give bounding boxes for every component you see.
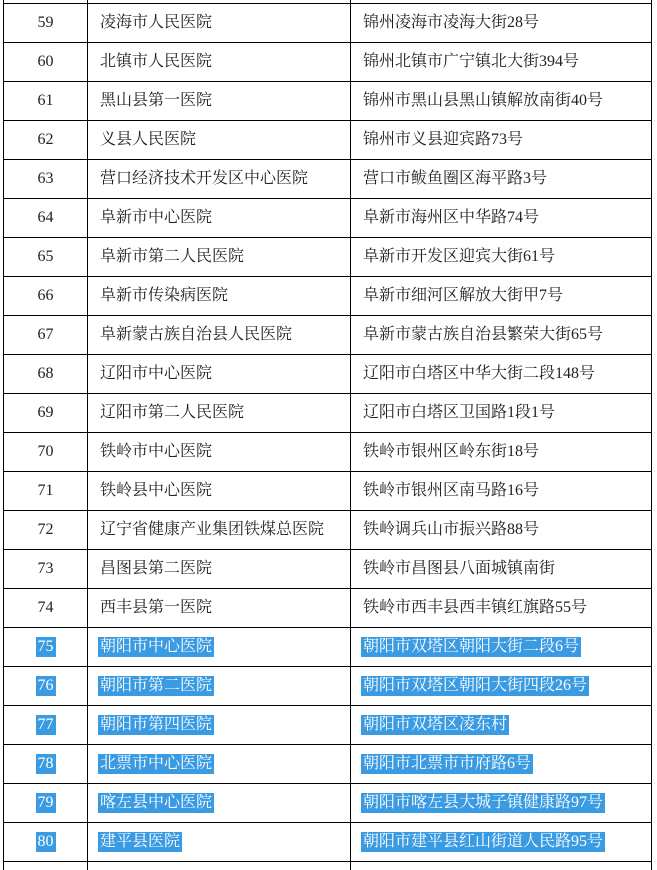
hospital-name-cell <box>88 511 351 549</box>
row-number[interactable]: 65 <box>37 248 54 265</box>
partial-number-cell <box>4 0 88 3</box>
hospital-address[interactable]: 阜新市蒙古族自治县繁荣大街65号 <box>363 326 604 343</box>
partial-address-cell <box>351 862 651 870</box>
table-row <box>4 511 651 550</box>
partial-name-cell <box>88 862 351 870</box>
row-number[interactable]: 59 <box>37 14 54 31</box>
hospital-address-cell <box>351 199 651 237</box>
hospital-name-cell <box>88 199 351 237</box>
hospital-name[interactable]: 北镇市人民医院 <box>100 53 213 70</box>
hospital-address[interactable]: 锦州北镇市广宁镇北大街394号 <box>363 53 580 70</box>
hospital-address-cell <box>351 316 651 354</box>
row-number[interactable]: 76 <box>37 677 54 694</box>
row-number[interactable]: 63 <box>37 170 54 187</box>
hospital-address-cell <box>351 745 651 783</box>
row-number[interactable]: 71 <box>37 482 54 499</box>
hospital-name[interactable]: 阜新市中心医院 <box>100 209 213 226</box>
row-number[interactable]: 79 <box>37 794 54 811</box>
row-number[interactable]: 68 <box>37 365 54 382</box>
hospital-address-cell <box>351 121 651 159</box>
hospital-name[interactable]: 阜新市第二人民医院 <box>100 248 245 265</box>
table-row <box>4 628 651 667</box>
hospital-name-cell <box>88 472 351 510</box>
row-number[interactable]: 75 <box>37 638 54 655</box>
hospital-name[interactable]: 辽阳市第二人民医院 <box>100 404 245 421</box>
hospital-address-cell <box>351 277 651 315</box>
row-number-cell <box>4 706 88 744</box>
hospital-address[interactable]: 铁岭市西丰县西丰镇红旗路55号 <box>363 599 588 616</box>
hospital-name-cell <box>88 589 351 627</box>
row-number-cell <box>4 823 88 861</box>
row-number-cell <box>4 394 88 432</box>
hospital-address[interactable]: 朝阳市喀左县大城子镇健康路97号 <box>363 794 604 811</box>
hospital-address[interactable]: 朝阳市双塔区凌东村 <box>363 716 508 733</box>
row-number-cell <box>4 316 88 354</box>
row-number[interactable]: 69 <box>37 404 54 421</box>
hospital-address-cell <box>351 394 651 432</box>
hospital-name[interactable]: 朝阳市中心医院 <box>100 638 213 655</box>
hospital-name-cell <box>88 4 351 42</box>
table-row <box>4 82 651 121</box>
table-row <box>4 238 651 277</box>
row-number-cell <box>4 472 88 510</box>
hospital-table <box>3 0 652 870</box>
row-number-cell <box>4 121 88 159</box>
row-number[interactable]: 78 <box>37 755 54 772</box>
table-row <box>4 316 651 355</box>
row-number-cell <box>4 277 88 315</box>
hospital-address-cell <box>351 628 651 666</box>
row-number[interactable]: 74 <box>37 599 54 616</box>
table-row <box>4 706 651 745</box>
hospital-address[interactable]: 锦州市黑山县黑山镇解放南街40号 <box>363 92 604 109</box>
table-row <box>4 199 651 238</box>
table-row <box>4 589 651 628</box>
hospital-name[interactable]: 北票市中心医院 <box>100 755 213 772</box>
hospital-name[interactable]: 辽宁省健康产业集团铁煤总医院 <box>100 521 325 538</box>
row-number[interactable]: 72 <box>37 521 54 538</box>
hospital-address[interactable]: 朝阳市双塔区朝阳大街四段26号 <box>363 677 588 694</box>
table-row-partial-bottom <box>4 862 651 870</box>
hospital-name[interactable]: 阜新蒙古族自治县人民医院 <box>100 326 293 343</box>
hospital-address[interactable]: 锦州凌海市凌海大街28号 <box>363 14 540 31</box>
hospital-name-cell <box>88 316 351 354</box>
hospital-address-cell <box>351 472 651 510</box>
row-number-cell <box>4 355 88 393</box>
row-number[interactable]: 77 <box>37 716 54 733</box>
hospital-name[interactable]: 义县人民医院 <box>100 131 197 148</box>
hospital-name-cell <box>88 745 351 783</box>
hospital-address-cell <box>351 433 651 471</box>
hospital-address[interactable]: 营口市鲅鱼圈区海平路3号 <box>363 170 548 187</box>
hospital-address-cell <box>351 82 651 120</box>
row-number-cell <box>4 511 88 549</box>
hospital-name-cell <box>88 121 351 159</box>
table-row <box>4 121 651 160</box>
hospital-name[interactable]: 铁岭县中心医院 <box>100 482 213 499</box>
row-number-cell <box>4 589 88 627</box>
row-number[interactable]: 60 <box>37 53 54 70</box>
row-number-cell <box>4 199 88 237</box>
row-number[interactable]: 70 <box>37 443 54 460</box>
hospital-name[interactable]: 铁岭市中心医院 <box>100 443 213 460</box>
hospital-name-cell <box>88 706 351 744</box>
hospital-name[interactable]: 建平县医院 <box>100 833 181 850</box>
hospital-name-cell <box>88 355 351 393</box>
hospital-name[interactable]: 昌图县第二医院 <box>100 560 213 577</box>
hospital-address[interactable]: 铁岭市昌图县八面城镇南街 <box>363 560 556 577</box>
hospital-address-cell <box>351 706 651 744</box>
row-number-cell <box>4 238 88 276</box>
hospital-address[interactable]: 辽阳市白塔区中华大街二段148号 <box>363 365 596 382</box>
row-number-cell <box>4 784 88 822</box>
hospital-address-cell <box>351 589 651 627</box>
hospital-name[interactable]: 朝阳市第四医院 <box>100 716 213 733</box>
row-number-cell <box>4 160 88 198</box>
hospital-address-cell <box>351 4 651 42</box>
row-number[interactable]: 66 <box>37 287 54 304</box>
row-number[interactable]: 73 <box>37 560 54 577</box>
hospital-name[interactable]: 营口经济技术开发区中心医院 <box>100 170 309 187</box>
table-row <box>4 160 651 199</box>
row-number[interactable]: 62 <box>37 131 54 148</box>
hospital-name-cell <box>88 550 351 588</box>
table-row <box>4 394 651 433</box>
hospital-address-cell <box>351 511 651 549</box>
hospital-address[interactable]: 辽阳市白塔区卫国路1段1号 <box>363 404 556 421</box>
partial-address-cell <box>351 0 651 3</box>
hospital-name[interactable]: 西丰县第一医院 <box>100 599 213 616</box>
table-row <box>4 277 651 316</box>
hospital-address[interactable]: 阜新市细河区解放大街甲7号 <box>363 287 564 304</box>
hospital-address-cell <box>351 43 651 81</box>
hospital-address[interactable]: 阜新市海州区中华路74号 <box>363 209 540 226</box>
row-number-cell <box>4 745 88 783</box>
hospital-address-cell <box>351 823 651 861</box>
hospital-address[interactable]: 朝阳市北票市市府路6号 <box>363 755 532 772</box>
table-row <box>4 823 651 862</box>
table-row <box>4 433 651 472</box>
hospital-name[interactable]: 辽阳市中心医院 <box>100 365 213 382</box>
table-row <box>4 472 651 511</box>
table-row <box>4 43 651 82</box>
hospital-address[interactable]: 朝阳市双塔区朝阳大街二段6号 <box>363 638 580 655</box>
hospital-address[interactable]: 铁岭市银州区岭东街18号 <box>363 443 540 460</box>
hospital-name-cell <box>88 43 351 81</box>
row-number-cell <box>4 4 88 42</box>
hospital-name[interactable]: 阜新市传染病医院 <box>100 287 229 304</box>
table-row <box>4 550 651 589</box>
hospital-address-cell <box>351 667 651 705</box>
row-number-cell <box>4 550 88 588</box>
row-number-cell <box>4 667 88 705</box>
hospital-address[interactable]: 铁岭市银州区南马路16号 <box>363 482 540 499</box>
hospital-name[interactable]: 黑山县第一医院 <box>100 92 213 109</box>
table-row <box>4 745 651 784</box>
hospital-address-cell <box>351 550 651 588</box>
partial-number-cell <box>4 862 88 870</box>
hospital-address[interactable]: 铁岭调兵山市振兴路88号 <box>363 521 540 538</box>
hospital-name-cell <box>88 394 351 432</box>
hospital-address-cell <box>351 784 651 822</box>
hospital-name-cell <box>88 160 351 198</box>
hospital-name-cell <box>88 277 351 315</box>
hospital-address[interactable]: 朝阳市建平县红山街道人民路95号 <box>363 833 604 850</box>
hospital-name-cell <box>88 667 351 705</box>
table-row <box>4 667 651 706</box>
hospital-name[interactable]: 朝阳市第二医院 <box>100 677 213 694</box>
table-row <box>4 355 651 394</box>
hospital-address[interactable]: 锦州市义县迎宾路73号 <box>363 131 524 148</box>
row-number-cell <box>4 82 88 120</box>
row-number-cell <box>4 43 88 81</box>
hospital-name-cell <box>88 628 351 666</box>
table-row <box>4 4 651 43</box>
hospital-address-cell <box>351 355 651 393</box>
hospital-address-cell <box>351 238 651 276</box>
hospital-name-cell <box>88 433 351 471</box>
partial-name-cell <box>88 0 351 3</box>
row-number-cell <box>4 433 88 471</box>
hospital-name-cell <box>88 82 351 120</box>
hospital-name-cell <box>88 238 351 276</box>
row-number[interactable]: 61 <box>37 92 54 109</box>
row-number[interactable]: 80 <box>37 833 54 850</box>
hospital-address-cell <box>351 160 651 198</box>
row-number-cell <box>4 628 88 666</box>
hospital-name-cell <box>88 784 351 822</box>
row-number[interactable]: 67 <box>37 326 54 343</box>
row-number[interactable]: 64 <box>37 209 54 226</box>
hospital-name[interactable]: 喀左县中心医院 <box>100 794 213 811</box>
table-row <box>4 784 651 823</box>
hospital-address[interactable]: 阜新市开发区迎宾大街61号 <box>363 248 556 265</box>
hospital-name[interactable]: 凌海市人民医院 <box>100 14 213 31</box>
hospital-name-cell <box>88 823 351 861</box>
